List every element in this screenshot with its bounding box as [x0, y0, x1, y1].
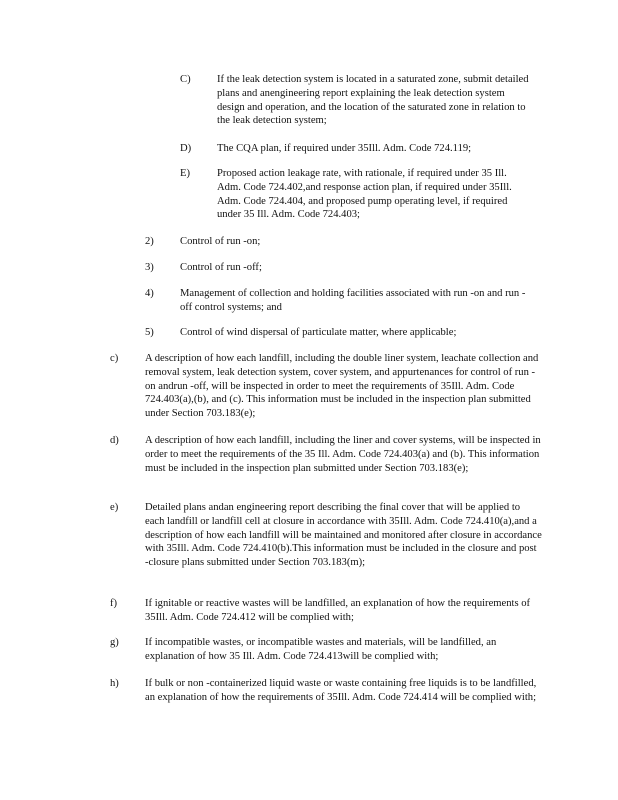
item-2: [145, 235, 532, 249]
item-label: e): [110, 502, 119, 513]
item-c: [110, 352, 542, 421]
item-label: f): [110, 598, 118, 609]
item-label: d): [110, 435, 119, 446]
item-label: h): [110, 678, 119, 689]
item-E: [180, 167, 532, 222]
item-g: [110, 636, 542, 664]
item-label: c): [110, 353, 119, 364]
item-text: If incompatible wastes, or incompatible wastes and materials, will be landfilled, an explanation of how 35 Ill. Adm. Code 724.413will be complied with;: [145, 637, 497, 662]
item-D: [180, 142, 532, 156]
item-label: D): [180, 143, 192, 154]
item-text: Proposed action leakage rate, with rationale, if required under 35 Ill. Adm. Code 724.402,and response action plan, if required under 35Ill. Adm. Code 724.404, and proposed pump operating level, if required under 35 Ill. Adm. Code 724.403;: [217, 168, 512, 221]
item-label: 5): [145, 327, 154, 338]
item-label: C): [180, 74, 191, 85]
item-label: g): [110, 637, 119, 648]
item-label: E): [180, 168, 190, 179]
item-f: [110, 597, 542, 625]
item-4: [145, 287, 532, 315]
item-text: If the leak detection system is located in a saturated zone, submit detailed plans and anengineering report explaining the leak detection system design and operation, and the location of the saturated zone in relation to the leak detection system;: [217, 74, 529, 127]
item-text: Control of run -off;: [180, 262, 262, 273]
item-d: [110, 434, 542, 475]
item-text: If bulk or non -containerized liquid waste or waste containing free liquids is to be landfilled, an explanation of how the requirements of 35Ill. Adm. Code 724.414 will be complied with;: [145, 678, 537, 703]
item-5: [145, 326, 532, 340]
item-text: Detailed plans andan engineering report describing the final cover that will be applied to each landfill or landfill cell at closure in accordance with 35Ill. Adm. Code 724.410(a),and a description of how each landfill will be maintained and monitored after closure in accordance with 35Ill. Adm. Code 724.410(b).This information must be included in the closure and post -closure plans submitted under Section 703.183(m);: [145, 502, 542, 569]
item-text: Control of wind dispersal of particulate matter, where applicable;: [180, 327, 457, 338]
item-label: 3): [145, 262, 154, 273]
item-C: [180, 73, 532, 128]
item-3: [145, 261, 532, 275]
item-label: 4): [145, 288, 154, 299]
item-e: [110, 501, 542, 570]
item-text: A description of how each landfill, including the double liner system, leachate collection and removal system, leak detection system, cover system, and appurtenances for control of run -on andrun -off, will be inspected in order to meet the requirements of 35Ill. Adm. Code 724.403(a),(b), and (c). This information must be included in the inspection plan submitted under Section 703.183(e);: [145, 353, 539, 420]
item-text: Management of collection and holding facilities associated with run -on and run -off control systems; and: [180, 288, 526, 313]
item-text: A description of how each landfill, including the liner and cover systems, will be inspected in order to meet the requirements of the 35 Ill. Adm. Code 724.403(a) and (b). This information must be included in the inspection plan submitted under Section 703.183(e);: [145, 435, 541, 474]
item-text: Control of run -on;: [180, 236, 261, 247]
item-label: 2): [145, 236, 154, 247]
item-h: [110, 677, 542, 705]
item-text: The CQA plan, if required under 35Ill. Adm. Code 724.119;: [217, 143, 472, 154]
item-text: If ignitable or reactive wastes will be landfilled, an explanation of how the requirements of 35Ill. Adm. Code 724.412 will be complied with;: [145, 598, 531, 623]
